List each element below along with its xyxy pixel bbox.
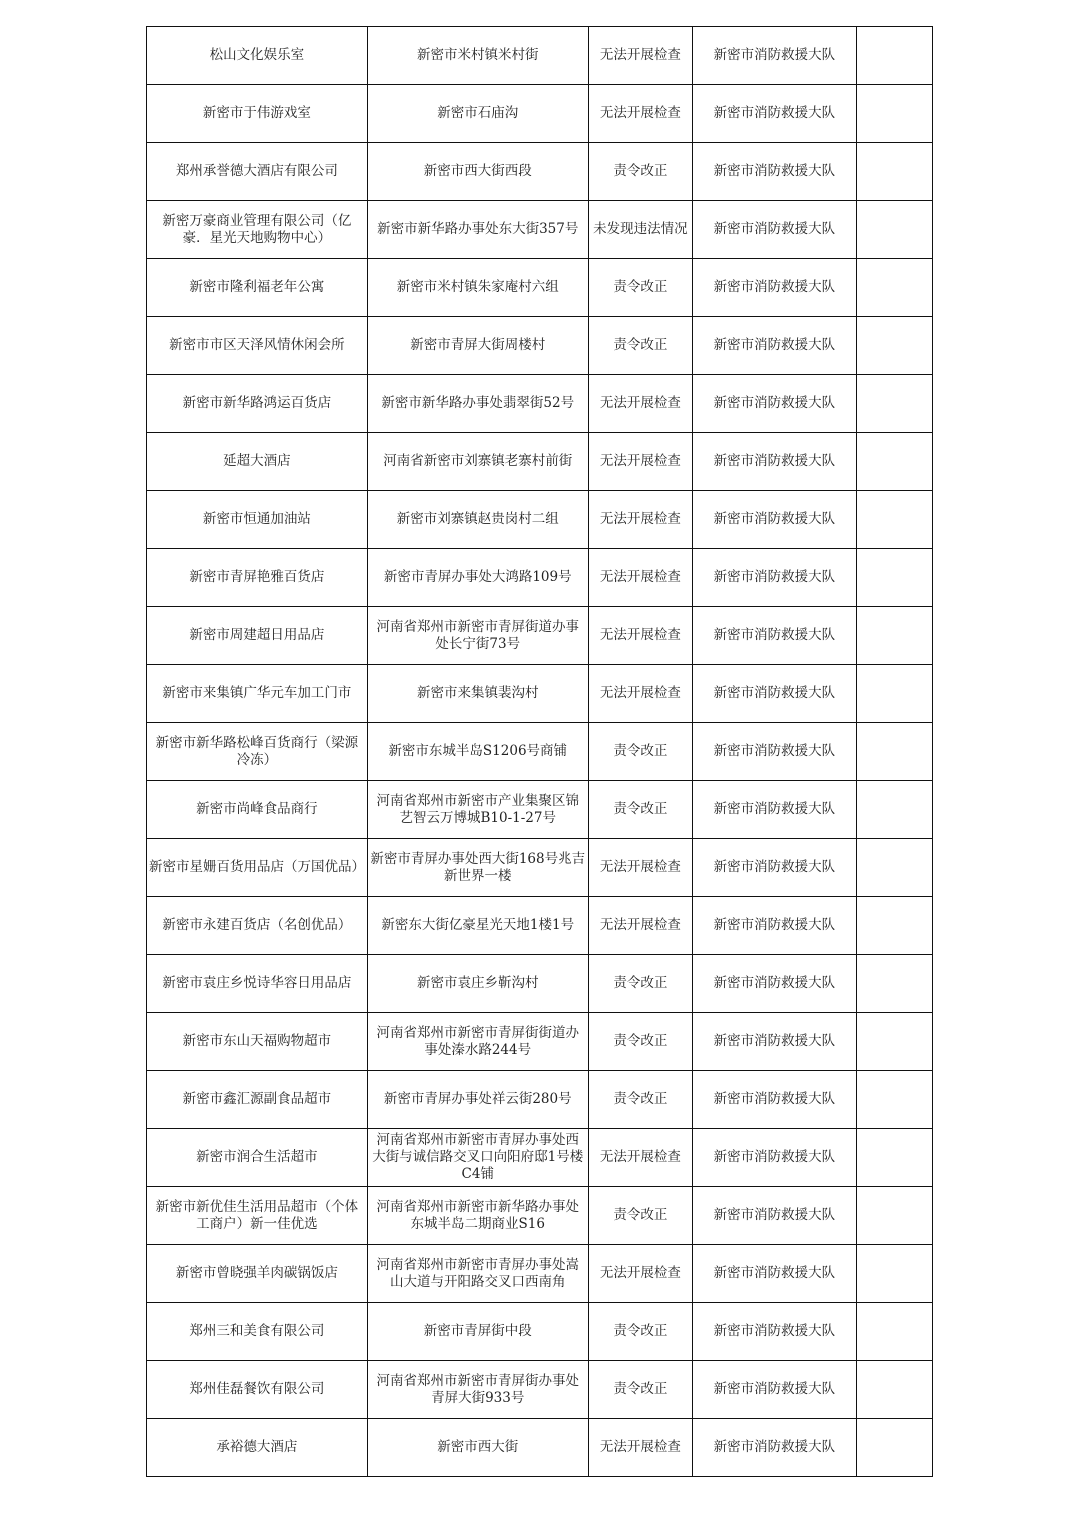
cell-inspection-result: 无法开展检查 <box>588 85 692 143</box>
cell-note <box>856 1071 932 1129</box>
cell-inspection-result: 无法开展检查 <box>588 375 692 433</box>
cell-inspection-result: 责令改正 <box>588 1071 692 1129</box>
cell-unit-name: 新密市尚峰食品商行 <box>147 781 368 839</box>
cell-inspection-result: 无法开展检查 <box>588 1129 692 1187</box>
cell-note <box>856 1129 932 1187</box>
table-row <box>147 1303 933 1361</box>
table-row <box>147 1361 933 1419</box>
cell-unit-name: 新密市隆利福老年公寓 <box>147 259 368 317</box>
cell-note <box>856 607 932 665</box>
table-row <box>147 201 933 259</box>
cell-note <box>856 1303 932 1361</box>
cell-address: 河南省郑州市新密市青屏街道办事处长宁街73号 <box>367 607 588 665</box>
cell-unit-name: 新密市市区天泽风情休闲会所 <box>147 317 368 375</box>
cell-unit-name: 新密市新优佳生活用品超市（个体工商户）新一佳优选 <box>147 1187 368 1245</box>
table-row <box>147 839 933 897</box>
cell-note <box>856 549 932 607</box>
cell-inspection-result: 无法开展检查 <box>588 27 692 85</box>
cell-inspection-result: 责令改正 <box>588 1361 692 1419</box>
table-row <box>147 897 933 955</box>
cell-note <box>856 955 932 1013</box>
cell-note <box>856 317 932 375</box>
cell-address: 河南省郑州市新密市青屏街街道办事处溱水路244号 <box>367 1013 588 1071</box>
cell-inspecting-unit: 新密市消防救援大队 <box>693 1303 857 1361</box>
table-row <box>147 1419 933 1477</box>
cell-inspecting-unit: 新密市消防救援大队 <box>693 897 857 955</box>
cell-inspecting-unit: 新密市消防救援大队 <box>693 955 857 1013</box>
table-row <box>147 955 933 1013</box>
cell-address: 河南省新密市刘寨镇老寨村前街 <box>367 433 588 491</box>
cell-inspecting-unit: 新密市消防救援大队 <box>693 549 857 607</box>
cell-inspecting-unit: 新密市消防救援大队 <box>693 839 857 897</box>
cell-inspection-result: 无法开展检查 <box>588 607 692 665</box>
cell-unit-name: 郑州三和美食有限公司 <box>147 1303 368 1361</box>
cell-inspection-result: 责令改正 <box>588 723 692 781</box>
table-row <box>147 85 933 143</box>
cell-note <box>856 1013 932 1071</box>
cell-address: 新密市青屏街中段 <box>367 1303 588 1361</box>
cell-note <box>856 491 932 549</box>
table-row <box>147 317 933 375</box>
cell-address: 新密市青屏办事处祥云街280号 <box>367 1071 588 1129</box>
cell-address: 新密市东城半岛S1206号商铺 <box>367 723 588 781</box>
cell-inspection-result: 责令改正 <box>588 1187 692 1245</box>
cell-inspecting-unit: 新密市消防救援大队 <box>693 317 857 375</box>
cell-unit-name: 新密市青屏艳雅百货店 <box>147 549 368 607</box>
cell-inspection-result: 无法开展检查 <box>588 491 692 549</box>
cell-inspection-result: 责令改正 <box>588 955 692 1013</box>
cell-note <box>856 723 932 781</box>
cell-inspection-result: 无法开展检查 <box>588 433 692 491</box>
table-row <box>147 1013 933 1071</box>
table-row <box>147 781 933 839</box>
cell-inspecting-unit: 新密市消防救援大队 <box>693 433 857 491</box>
cell-inspecting-unit: 新密市消防救援大队 <box>693 1187 857 1245</box>
cell-note <box>856 85 932 143</box>
cell-inspection-result: 无法开展检查 <box>588 897 692 955</box>
cell-unit-name: 新密市星姗百货用品店（万国优品） <box>147 839 368 897</box>
cell-inspection-result: 责令改正 <box>588 1303 692 1361</box>
cell-inspection-result: 无法开展检查 <box>588 1245 692 1303</box>
cell-note <box>856 897 932 955</box>
cell-unit-name: 新密万豪商业管理有限公司（亿豪．星光天地购物中心） <box>147 201 368 259</box>
cell-note <box>856 839 932 897</box>
cell-address: 河南省郑州市新密市青屏办事处西大街与诚信路交叉口向阳府邸1号楼C4铺 <box>367 1129 588 1187</box>
cell-note <box>856 143 932 201</box>
table-row <box>147 607 933 665</box>
table-row <box>147 1071 933 1129</box>
cell-note <box>856 259 932 317</box>
cell-inspection-result: 无法开展检查 <box>588 549 692 607</box>
cell-address: 新密市西大街西段 <box>367 143 588 201</box>
inspection-table <box>146 26 933 1477</box>
table-body <box>147 27 933 1477</box>
cell-note <box>856 1187 932 1245</box>
cell-inspection-result: 无法开展检查 <box>588 839 692 897</box>
cell-note <box>856 781 932 839</box>
table-row <box>147 143 933 201</box>
cell-address: 新密市青屏办事处大鸿路109号 <box>367 549 588 607</box>
cell-address: 新密市米村镇米村街 <box>367 27 588 85</box>
cell-unit-name: 新密市恒通加油站 <box>147 491 368 549</box>
cell-inspection-result: 责令改正 <box>588 317 692 375</box>
cell-note <box>856 665 932 723</box>
table-row <box>147 491 933 549</box>
table-row <box>147 1129 933 1187</box>
cell-unit-name: 松山文化娱乐室 <box>147 27 368 85</box>
cell-address: 新密市石庙沟 <box>367 85 588 143</box>
cell-unit-name: 新密市来集镇广华元车加工门市 <box>147 665 368 723</box>
cell-note <box>856 201 932 259</box>
table-row <box>147 259 933 317</box>
cell-inspecting-unit: 新密市消防救援大队 <box>693 1361 857 1419</box>
cell-note <box>856 433 932 491</box>
cell-inspecting-unit: 新密市消防救援大队 <box>693 143 857 201</box>
cell-note <box>856 1245 932 1303</box>
table-row <box>147 665 933 723</box>
cell-unit-name: 新密市袁庄乡悦诗华容日用品店 <box>147 955 368 1013</box>
cell-inspecting-unit: 新密市消防救援大队 <box>693 491 857 549</box>
cell-inspecting-unit: 新密市消防救援大队 <box>693 1071 857 1129</box>
cell-unit-name: 新密市鑫汇源副食品超市 <box>147 1071 368 1129</box>
cell-inspecting-unit: 新密市消防救援大队 <box>693 781 857 839</box>
cell-unit-name: 新密市永建百货店（名创优品） <box>147 897 368 955</box>
cell-address: 新密市新华路办事处翡翠街52号 <box>367 375 588 433</box>
cell-address: 河南省郑州市新密市青屏街办事处青屏大街933号 <box>367 1361 588 1419</box>
cell-address: 新密市来集镇裴沟村 <box>367 665 588 723</box>
cell-address: 新密东大街亿豪星光天地1楼1号 <box>367 897 588 955</box>
cell-unit-name: 承裕德大酒店 <box>147 1419 368 1477</box>
cell-inspection-result: 责令改正 <box>588 143 692 201</box>
cell-note <box>856 1419 932 1477</box>
cell-note <box>856 27 932 85</box>
cell-unit-name: 新密市新华路松峰百货商行（梁源冷冻） <box>147 723 368 781</box>
cell-inspecting-unit: 新密市消防救援大队 <box>693 259 857 317</box>
cell-address: 河南省郑州市新密市新华路办事处东城半岛二期商业S16 <box>367 1187 588 1245</box>
table-row <box>147 1187 933 1245</box>
cell-unit-name: 新密市周建超日用品店 <box>147 607 368 665</box>
cell-address: 河南省郑州市新密市产业集聚区锦艺智云万博城B10-1-27号 <box>367 781 588 839</box>
cell-note <box>856 375 932 433</box>
cell-inspecting-unit: 新密市消防救援大队 <box>693 375 857 433</box>
cell-unit-name: 新密市新华路鸿运百货店 <box>147 375 368 433</box>
table-row <box>147 27 933 85</box>
cell-unit-name: 新密市润合生活超市 <box>147 1129 368 1187</box>
cell-unit-name: 新密市东山天福购物超市 <box>147 1013 368 1071</box>
table-row <box>147 723 933 781</box>
table-row <box>147 375 933 433</box>
cell-address: 新密市米村镇朱家庵村六组 <box>367 259 588 317</box>
cell-inspecting-unit: 新密市消防救援大队 <box>693 201 857 259</box>
cell-inspection-result: 无法开展检查 <box>588 665 692 723</box>
cell-inspecting-unit: 新密市消防救援大队 <box>693 1419 857 1477</box>
table-row <box>147 433 933 491</box>
cell-inspecting-unit: 新密市消防救援大队 <box>693 1245 857 1303</box>
cell-address: 新密市青屏办事处西大街168号兆吉新世界一楼 <box>367 839 588 897</box>
cell-inspecting-unit: 新密市消防救援大队 <box>693 723 857 781</box>
table-row <box>147 549 933 607</box>
cell-address: 新密市袁庄乡靳沟村 <box>367 955 588 1013</box>
cell-inspecting-unit: 新密市消防救援大队 <box>693 1013 857 1071</box>
cell-address: 新密市西大街 <box>367 1419 588 1477</box>
cell-address: 河南省郑州市新密市青屏办事处嵩山大道与开阳路交叉口西南角 <box>367 1245 588 1303</box>
cell-inspection-result: 无法开展检查 <box>588 1419 692 1477</box>
cell-note <box>856 1361 932 1419</box>
cell-address: 新密市青屏大街周楼村 <box>367 317 588 375</box>
cell-inspecting-unit: 新密市消防救援大队 <box>693 1129 857 1187</box>
cell-unit-name: 新密市于伟游戏室 <box>147 85 368 143</box>
cell-inspecting-unit: 新密市消防救援大队 <box>693 27 857 85</box>
cell-unit-name: 郑州承誉德大酒店有限公司 <box>147 143 368 201</box>
cell-inspecting-unit: 新密市消防救援大队 <box>693 665 857 723</box>
cell-address: 新密市新华路办事处东大街357号 <box>367 201 588 259</box>
cell-unit-name: 新密市曾晓强羊肉碳锅饭店 <box>147 1245 368 1303</box>
cell-inspecting-unit: 新密市消防救援大队 <box>693 85 857 143</box>
cell-inspection-result: 责令改正 <box>588 259 692 317</box>
cell-unit-name: 郑州佳磊餐饮有限公司 <box>147 1361 368 1419</box>
cell-inspection-result: 责令改正 <box>588 781 692 839</box>
cell-inspecting-unit: 新密市消防救援大队 <box>693 607 857 665</box>
table-row <box>147 1245 933 1303</box>
cell-address: 新密市刘寨镇赵贵岗村二组 <box>367 491 588 549</box>
cell-inspection-result: 责令改正 <box>588 1013 692 1071</box>
cell-inspection-result: 未发现违法情况 <box>588 201 692 259</box>
cell-unit-name: 延超大酒店 <box>147 433 368 491</box>
